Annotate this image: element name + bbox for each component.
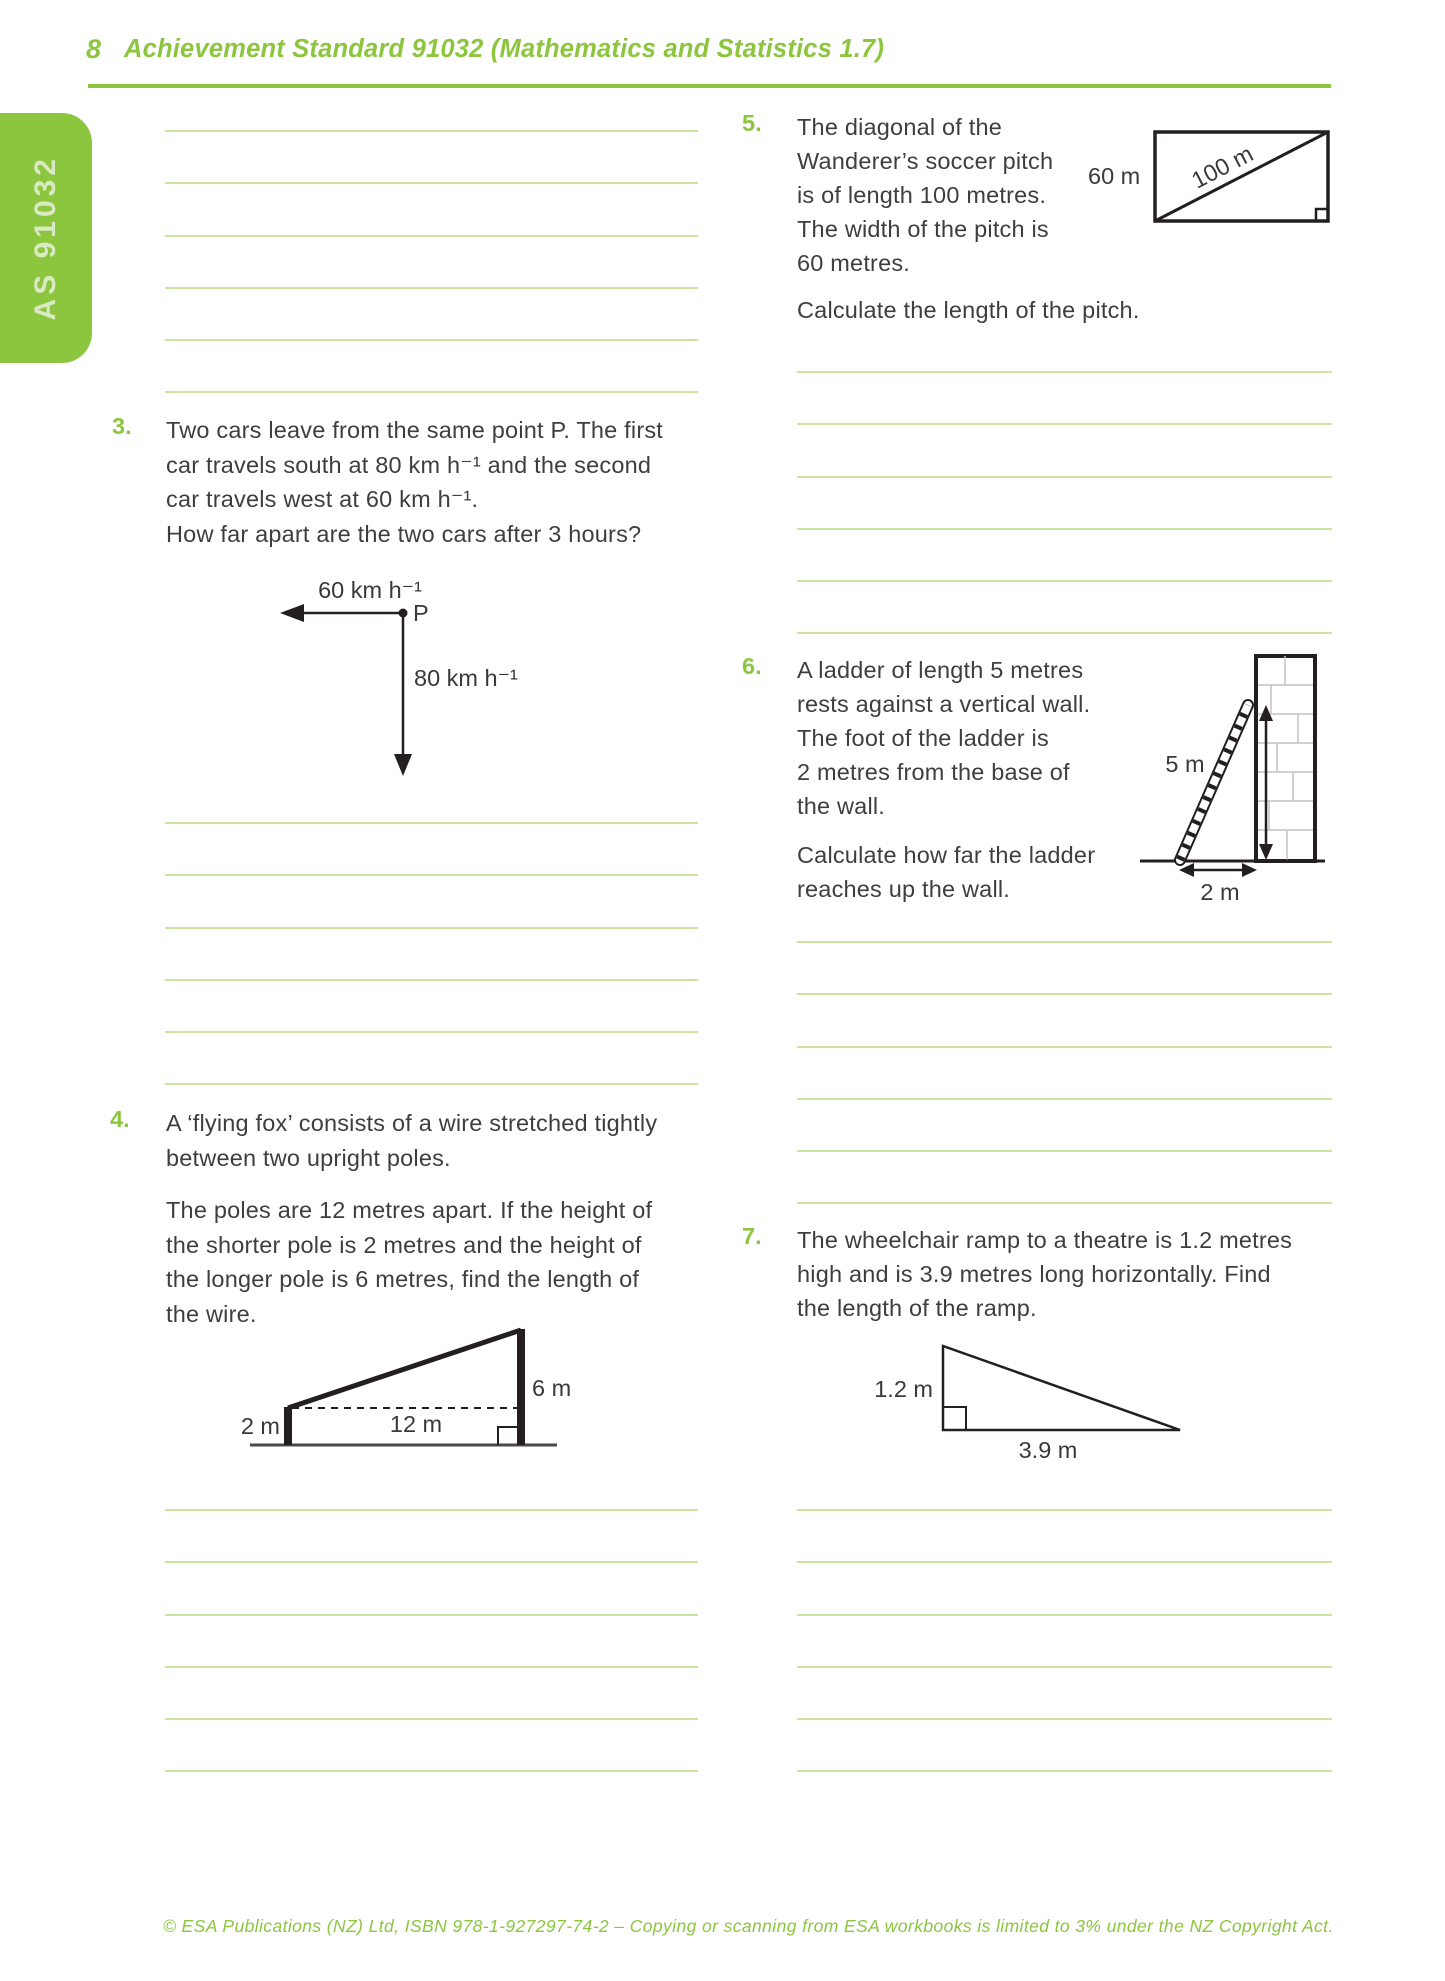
question-text-line: between two upright poles. xyxy=(166,1144,451,1171)
question-text-line: rests against a vertical wall. xyxy=(797,691,1091,717)
question-text-line: Calculate how far the ladder xyxy=(797,842,1096,868)
answer-line[interactable] xyxy=(165,287,698,289)
short-pole-label: 2 m xyxy=(240,1413,280,1439)
answer-line[interactable] xyxy=(797,993,1332,995)
question-4-number: 4. xyxy=(110,1106,130,1132)
answer-line[interactable] xyxy=(797,423,1332,425)
question-text-line: the wire. xyxy=(166,1300,257,1327)
south-arrowhead-icon xyxy=(394,754,412,776)
answer-line[interactable] xyxy=(165,1614,698,1616)
short-pole xyxy=(284,1407,292,1445)
answer-line[interactable] xyxy=(165,1561,698,1563)
q5-pitch-diagram xyxy=(1080,122,1340,232)
right-angle-mark xyxy=(943,1407,966,1430)
answer-line[interactable] xyxy=(165,1083,698,1085)
answer-lines-q6 xyxy=(797,941,1332,1255)
answer-lines-top-left xyxy=(165,130,698,444)
question-text-line: The diagonal of the xyxy=(797,114,1003,140)
question-text-line: Wanderer’s soccer pitch xyxy=(797,148,1054,174)
question-text-line: the longer pole is 6 metres, find the length of xyxy=(166,1266,640,1293)
question-text-line: car travels west at 60 km h⁻¹. xyxy=(166,486,479,513)
answer-line[interactable] xyxy=(797,941,1332,943)
question-text-line: 60 metres. xyxy=(797,250,911,276)
answer-line[interactable] xyxy=(165,1718,698,1720)
ramp-base-label: 3.9 m xyxy=(1018,1437,1078,1463)
answer-line[interactable] xyxy=(797,1202,1332,1204)
answer-line[interactable] xyxy=(797,1046,1332,1048)
distance-label: 12 m xyxy=(389,1411,443,1437)
question-5-number: 5. xyxy=(742,110,762,136)
question-3-text xyxy=(166,413,663,551)
question-4-text-para2 xyxy=(166,1193,652,1331)
answer-line[interactable] xyxy=(797,1718,1332,1720)
question-7-text xyxy=(797,1223,1292,1325)
answer-line[interactable] xyxy=(797,1614,1332,1616)
answer-line[interactable] xyxy=(797,1098,1332,1100)
side-tab-label: AS 91032 xyxy=(29,155,62,321)
question-text-line: car travels south at 80 km h⁻¹ and the second xyxy=(166,451,652,478)
answer-line[interactable] xyxy=(797,1150,1332,1152)
question-text-line: high and is 3.9 metres long horizontally. Find xyxy=(797,1261,1271,1287)
width-label: 60 m xyxy=(1088,163,1141,189)
answer-lines-q3 xyxy=(165,822,698,1136)
question-text-line: A ladder of length 5 metres xyxy=(797,657,1084,683)
south-speed-label: 80 km h⁻¹ xyxy=(414,665,518,691)
answer-line[interactable] xyxy=(165,1509,698,1511)
ramp-triangle xyxy=(943,1346,1180,1430)
answer-line[interactable] xyxy=(797,1666,1332,1668)
question-text-line: Two cars leave from the same point P. The first xyxy=(166,417,664,443)
question-6-text-para1 xyxy=(797,653,1090,823)
q7-ramp-diagram xyxy=(840,1332,1210,1467)
answer-line[interactable] xyxy=(797,1770,1332,1772)
question-text-line: The poles are 12 metres apart. If the height of xyxy=(166,1197,653,1223)
question-7-number: 7. xyxy=(742,1223,762,1249)
answer-line[interactable] xyxy=(165,391,698,393)
answer-line[interactable] xyxy=(165,130,698,132)
page-number: 8 xyxy=(86,34,102,64)
answer-line[interactable] xyxy=(165,1666,698,1668)
ramp-height-label: 1.2 m xyxy=(874,1376,933,1402)
question-text-line: reaches up the wall. xyxy=(797,876,1011,902)
question-3-number: 3. xyxy=(112,413,132,439)
tall-pole-label: 6 m xyxy=(532,1375,572,1401)
q3-cars-diagram xyxy=(250,572,540,787)
page-title: Achievement Standard 91032 (Mathematics and Statistics 1.7) xyxy=(124,35,885,63)
answer-line[interactable] xyxy=(165,822,698,824)
answer-line[interactable] xyxy=(797,632,1332,634)
right-angle-mark xyxy=(498,1427,517,1445)
answer-line[interactable] xyxy=(165,1770,698,1772)
question-text-line: 2 metres from the base of xyxy=(797,759,1070,785)
tall-pole xyxy=(517,1329,525,1445)
answer-lines-q5 xyxy=(797,371,1332,685)
answer-line[interactable] xyxy=(165,182,698,184)
base-distance-arrow xyxy=(1179,863,1257,877)
ladder xyxy=(1180,705,1248,860)
question-text-line: The wheelchair ramp to a theatre is 1.2 metres xyxy=(797,1227,1293,1253)
question-5-text-para1 xyxy=(797,110,1053,280)
question-text-line: is of length 100 metres. xyxy=(797,182,1047,208)
point-p-label: P xyxy=(413,600,429,626)
answer-line[interactable] xyxy=(797,1509,1332,1511)
question-text-line: Calculate the length of the pitch. xyxy=(797,297,1140,323)
question-text-line: The foot of the ladder is xyxy=(797,725,1049,751)
answer-lines-q7 xyxy=(797,1509,1332,1823)
base-distance-label: 2 m xyxy=(1200,879,1240,905)
q6-ladder-diagram xyxy=(1135,648,1340,910)
question-text-line: the length of the ramp. xyxy=(797,1295,1037,1321)
answer-line[interactable] xyxy=(165,235,698,237)
answer-line[interactable] xyxy=(165,979,698,981)
answer-line[interactable] xyxy=(797,371,1332,373)
right-arrowhead-icon xyxy=(1242,863,1257,877)
answer-line[interactable] xyxy=(797,528,1332,530)
right-angle-mark xyxy=(1316,209,1328,221)
question-6-number: 6. xyxy=(742,653,762,679)
header-rule xyxy=(88,84,1331,88)
west-arrowhead-icon xyxy=(280,604,304,622)
question-text-line: the shorter pole is 2 metres and the height of xyxy=(166,1231,642,1258)
answer-line[interactable] xyxy=(165,927,698,929)
question-text-line: A ‘flying fox’ consists of a wire stretched tightly xyxy=(166,1110,658,1136)
question-text-line: The width of the pitch is xyxy=(797,216,1049,242)
diagonal-label: 100 m xyxy=(1187,140,1258,194)
answer-line[interactable] xyxy=(797,1561,1332,1563)
question-text-line: the wall. xyxy=(797,793,886,819)
answer-line[interactable] xyxy=(797,476,1332,478)
ladder-length-label: 5 m xyxy=(1165,751,1205,777)
question-5-text-para2 xyxy=(797,293,1140,327)
question-4-text-para1 xyxy=(166,1106,657,1175)
answer-line[interactable] xyxy=(165,874,698,876)
footer-copyright: © ESA Publications (NZ) Ltd, ISBN 978-1-927297-74-2 – Copying or scanning from ESA workbooks is limited to 3% under the NZ Copyright Act. xyxy=(163,1916,1334,1936)
question-6-text-para2 xyxy=(797,838,1095,906)
side-tab-as91032 xyxy=(0,113,92,363)
west-speed-label: 60 km h⁻¹ xyxy=(318,577,422,603)
answer-line[interactable] xyxy=(797,580,1332,582)
wire-line xyxy=(288,1330,521,1408)
question-text-line: How far apart are the two cars after 3 hours? xyxy=(166,520,642,547)
answer-lines-q4 xyxy=(165,1509,698,1823)
q4-flying-fox-diagram xyxy=(230,1322,590,1452)
answer-line[interactable] xyxy=(165,1031,698,1033)
answer-line[interactable] xyxy=(165,339,698,341)
